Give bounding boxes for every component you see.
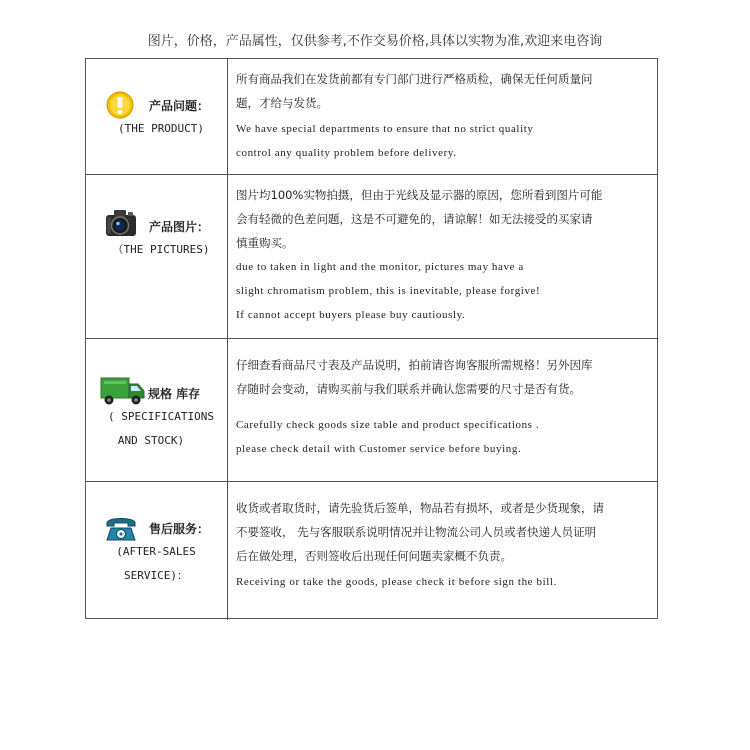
text-line: 题，才给与发货。 [236, 96, 328, 110]
text-line: If cannot accept buyers please buy cautiously. [236, 309, 466, 321]
page-header-notice: 图片，价格，产品属性，仅供参考,不作交易价格,具体以实物为准,欢迎来电咨询 [147, 34, 603, 49]
text-line: 仔细查看商品尺寸表及产品说明，拍前请咨询客服所需规格！另外因库 [236, 358, 593, 372]
description-cn [236, 67, 649, 115]
description-en [236, 570, 649, 594]
text-line: 慎重购买。 [236, 236, 294, 250]
table-row-product [86, 59, 657, 174]
table-row-after-sales [86, 481, 657, 620]
text-line: 收货或者取货时，请先验货后签单，物品若有损坏，或者是少货现象，请 [236, 501, 604, 515]
table-row-specifications [86, 338, 657, 481]
text-line: please check detail with Customer service before buying. [236, 443, 522, 455]
info-table [85, 58, 658, 619]
text-line: Receiving or take the goods, please check it before sign the bill. [236, 576, 557, 588]
row-title-en: （THE PICTURES) [112, 243, 210, 256]
text-line: 所有商品我们在发货前都有专门部门进行严格质检，确保无任何质量问 [236, 72, 593, 86]
row-label-cell [86, 59, 228, 174]
text-line: 不要签收， 先与客服联系说明情况并让物流公司人员或者快递人员证明 [236, 525, 597, 539]
row-title-cn: 产品问题： [149, 99, 210, 113]
row-title-cn: 产品图片： [149, 220, 210, 234]
telephone-icon [104, 514, 138, 542]
row-title-en: (THE PRODUCT) [117, 122, 205, 135]
camera-icon [104, 207, 138, 239]
row-title-cn: 规格 库存 [148, 387, 201, 401]
description-en [236, 255, 649, 327]
row-title-cn: 售后服务： [149, 522, 210, 536]
row-label-cell [86, 339, 228, 481]
text-line: 图片均100%实物拍摄，但由于光线及显示器的原因，您所看到图片可能 [236, 188, 603, 202]
truck-icon [100, 375, 146, 407]
warning-icon [106, 91, 134, 119]
row-title-en-line1: (AFTER-SALES [116, 545, 196, 558]
row-title-en-line2: AND STOCK) [117, 434, 185, 447]
row-content-cell [236, 482, 649, 620]
description-en [236, 413, 649, 461]
description-cn [236, 353, 649, 401]
row-label-cell [86, 175, 228, 338]
row-title-en-line2: SERVICE)： [124, 569, 188, 582]
text-line: We have special departments to ensure that no strict quality [236, 123, 534, 135]
row-label-cell [86, 482, 228, 620]
text-line: 会有轻微的色差问题，这是不可避免的，请谅解！如无法接受的买家请 [236, 212, 593, 226]
description-cn [236, 183, 649, 255]
description-cn [236, 496, 649, 568]
row-title-en-line1: ( SPECIFICATIONS [108, 410, 214, 423]
text-line: Carefully check goods size table and product specifications . [236, 419, 540, 431]
text-line: 后在做处理，否则签收后出现任何问题卖家概不负责。 [236, 549, 512, 563]
text-line: 存随时会变动，请购买前与我们联系并确认您需要的尺寸是否有货。 [236, 382, 581, 396]
text-line: control any quality problem before delivery. [236, 147, 457, 159]
text-line: slight chromatism problem, this is inevitable, please forgive! [236, 285, 541, 297]
row-content-cell [236, 339, 649, 481]
table-row-pictures [86, 174, 657, 338]
row-content-cell [236, 175, 649, 338]
row-content-cell [236, 59, 649, 174]
description-en [236, 117, 649, 165]
text-line: due to taken in light and the monitor, pictures may have a [236, 261, 524, 273]
